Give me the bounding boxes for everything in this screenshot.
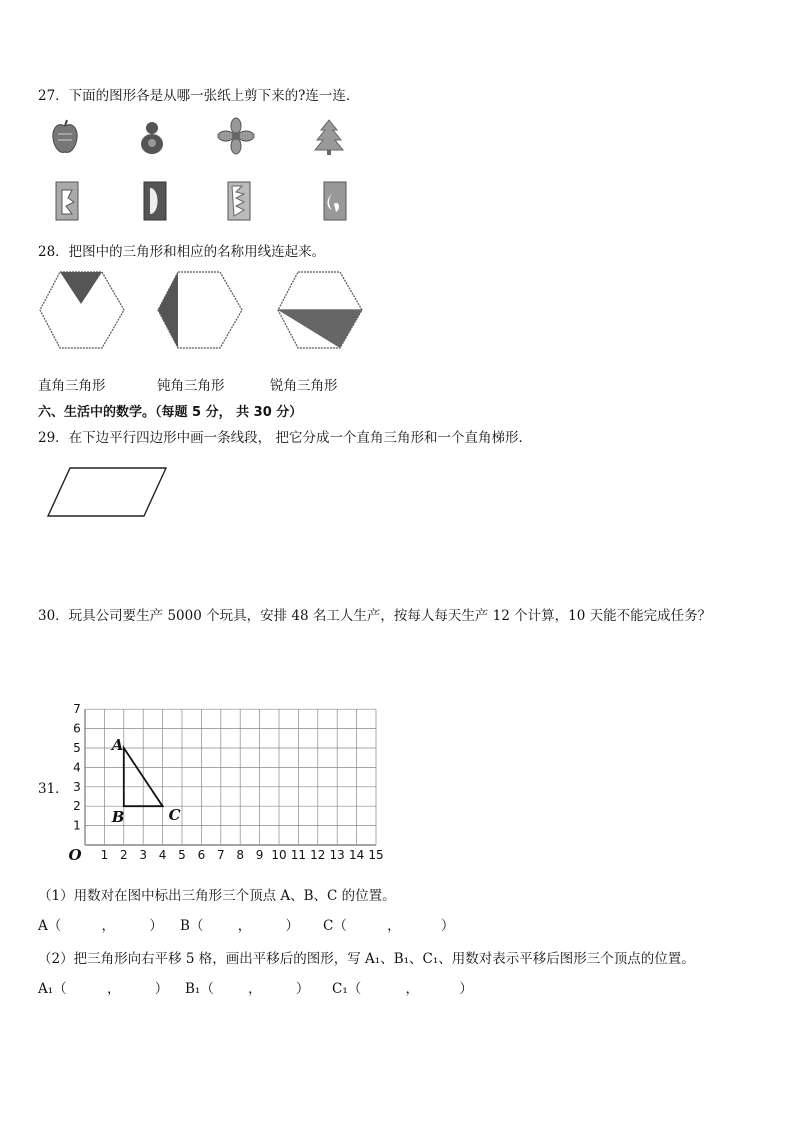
y-tick-label: 5 (73, 741, 81, 755)
x-tick-label: 6 (197, 848, 206, 862)
y-tick-label: 6 (73, 721, 81, 736)
vertex-label-A: A (111, 736, 124, 754)
answer-B: B（ ， ） (180, 918, 300, 934)
x-tick-label: 13 (329, 848, 345, 862)
x-tick-label: 4 (158, 848, 167, 862)
x-tick-label: 15 (368, 848, 384, 862)
x-tick-label: 7 (216, 848, 225, 862)
y-tick-label: 2 (73, 799, 81, 814)
y-tick-label: 7 (73, 702, 81, 717)
section-6-title: 六、生活中的数学。（每题 5 分， 共 30 分） (38, 405, 303, 420)
answer-C: C（ ， ） (323, 918, 455, 934)
y-tick-label: 3 (73, 779, 81, 794)
answer-C1: C₁（ ， ） (332, 981, 473, 997)
x-tick-label: 10 (271, 848, 287, 862)
answer-A1: A₁（ ， ） (38, 981, 169, 997)
question-27: 27．下面的图形各是从哪一张纸上剪下来的?连一连． (38, 88, 360, 104)
answer-A: A（ ， ） (38, 918, 163, 934)
x-tick-label: 11 (290, 848, 307, 862)
answer-B1: B₁（ ， ） (185, 981, 310, 997)
question-29: 29．在下边平行四边形中画一条线段， 把它分成一个直角三角形和一个直角梯形． (38, 430, 532, 446)
label-obtuse-triangle: 钝角三角形 (157, 378, 225, 394)
x-tick-label: 8 (236, 848, 245, 862)
x-tick-label: 14 (348, 848, 365, 862)
x-tick-label: 3 (139, 848, 148, 862)
x-tick-label: 1 (100, 848, 109, 862)
question-31-part-1: （1）用数对在图中标出三角形三个顶点 A、B、C 的位置。 (38, 888, 396, 904)
label-right-triangle: 直角三角形 (38, 378, 106, 394)
vertex-label-C: C (168, 806, 181, 825)
vertex-label-B: B (111, 808, 125, 827)
question-31-part-2: （2）把三角形向右平移 5 格，画出平移后的图形，写 A₁、B₁、C₁、用数对表示平移后图形三个顶点的位置。 (38, 951, 695, 967)
y-tick-label: 4 (73, 760, 81, 775)
question-30: 30．玩具公司要生产 5000 个玩具，安排 48 名工人生产，按每人每天生产 12 个计算，10 天能不能完成任务？ (38, 608, 712, 624)
x-tick-label: 12 (310, 848, 326, 862)
label-acute-triangle: 锐角三角形 (270, 378, 338, 394)
x-tick-label: 9 (255, 848, 264, 862)
question-28: 28．把图中的三角形和相应的名称用线连起来。 (38, 244, 326, 260)
origin-label: O (68, 846, 82, 864)
y-tick-label: 1 (73, 818, 81, 833)
x-tick-label: 5 (178, 848, 186, 862)
x-tick-label: 2 (119, 848, 128, 862)
question-31-number: 31． (38, 781, 69, 797)
